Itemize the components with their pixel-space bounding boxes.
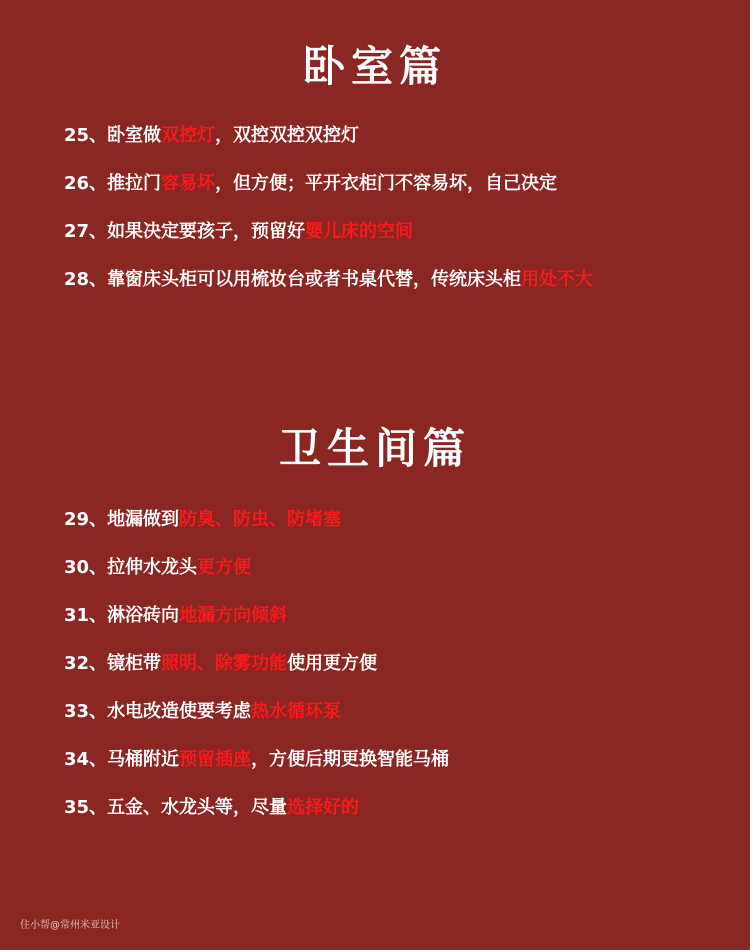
item-text: 镜柜带 bbox=[107, 653, 162, 674]
section-title-bedroom: 卧室篇 bbox=[302, 42, 447, 91]
watermark: 住小帮@常州米亚设计 bbox=[20, 920, 120, 931]
item-highlight: 地漏方向倾斜 bbox=[179, 605, 288, 626]
bedroom-tips-list bbox=[64, 124, 730, 316]
item-highlight: 预留插座 bbox=[179, 749, 252, 770]
item-text: 拉伸水龙头 bbox=[107, 557, 198, 578]
item-highlight: 婴儿床的空间 bbox=[305, 221, 414, 242]
item-text: 如果决定要孩子，预留好 bbox=[107, 221, 306, 242]
item-number: 28、 bbox=[64, 269, 108, 290]
item-number: 30、 bbox=[64, 557, 108, 578]
item-number: 27、 bbox=[64, 221, 108, 242]
item-highlight: 选择好的 bbox=[287, 797, 360, 818]
item-number: 34、 bbox=[64, 749, 108, 770]
list-item bbox=[64, 220, 730, 268]
item-number: 25、 bbox=[64, 125, 108, 146]
item-number: 31、 bbox=[64, 605, 108, 626]
item-text: 推拉门 bbox=[107, 173, 162, 194]
list-item bbox=[64, 748, 730, 796]
list-item bbox=[64, 700, 730, 748]
item-text: 马桶附近 bbox=[107, 749, 180, 770]
list-item bbox=[64, 268, 730, 316]
item-text: 五金、水龙头等，尽量 bbox=[107, 797, 288, 818]
item-text: 地漏做到 bbox=[107, 509, 180, 530]
item-text-after: ，方便后期更换智能马桶 bbox=[251, 749, 450, 770]
item-highlight: 容易坏 bbox=[161, 173, 216, 194]
item-number: 32、 bbox=[64, 653, 108, 674]
item-highlight: 照明、除雾功能 bbox=[161, 653, 288, 674]
item-text: 水电改造使要考虑 bbox=[107, 701, 252, 722]
list-item bbox=[64, 796, 730, 844]
item-number: 26、 bbox=[64, 173, 108, 194]
item-highlight: 双控灯 bbox=[161, 125, 216, 146]
bathroom-tips-list bbox=[64, 508, 730, 844]
item-text-after: ，但方便；平开衣柜门不容易坏，自己决定 bbox=[215, 173, 558, 194]
item-text: 淋浴砖向 bbox=[107, 605, 180, 626]
item-number: 35、 bbox=[64, 797, 108, 818]
item-number: 33、 bbox=[64, 701, 108, 722]
item-highlight: 热水循环泵 bbox=[251, 701, 342, 722]
item-highlight: 防臭、防虫、防堵塞 bbox=[179, 509, 342, 530]
list-item bbox=[64, 604, 730, 652]
item-number: 29、 bbox=[64, 509, 108, 530]
item-text: 靠窗床头柜可以用梳妆台或者书桌代替，传统床头柜 bbox=[107, 269, 522, 290]
list-item bbox=[64, 172, 730, 220]
item-text-after: ，双控双控双控灯 bbox=[215, 125, 360, 146]
item-text: 卧室做 bbox=[107, 125, 162, 146]
section-title-bathroom: 卫生间篇 bbox=[278, 424, 471, 473]
list-item bbox=[64, 652, 730, 700]
list-item bbox=[64, 508, 730, 556]
list-item bbox=[64, 124, 730, 172]
item-highlight: 更方便 bbox=[197, 557, 252, 578]
item-highlight: 用处不大 bbox=[521, 269, 594, 290]
item-text-after: 使用更方便 bbox=[287, 653, 378, 674]
list-item bbox=[64, 556, 730, 604]
